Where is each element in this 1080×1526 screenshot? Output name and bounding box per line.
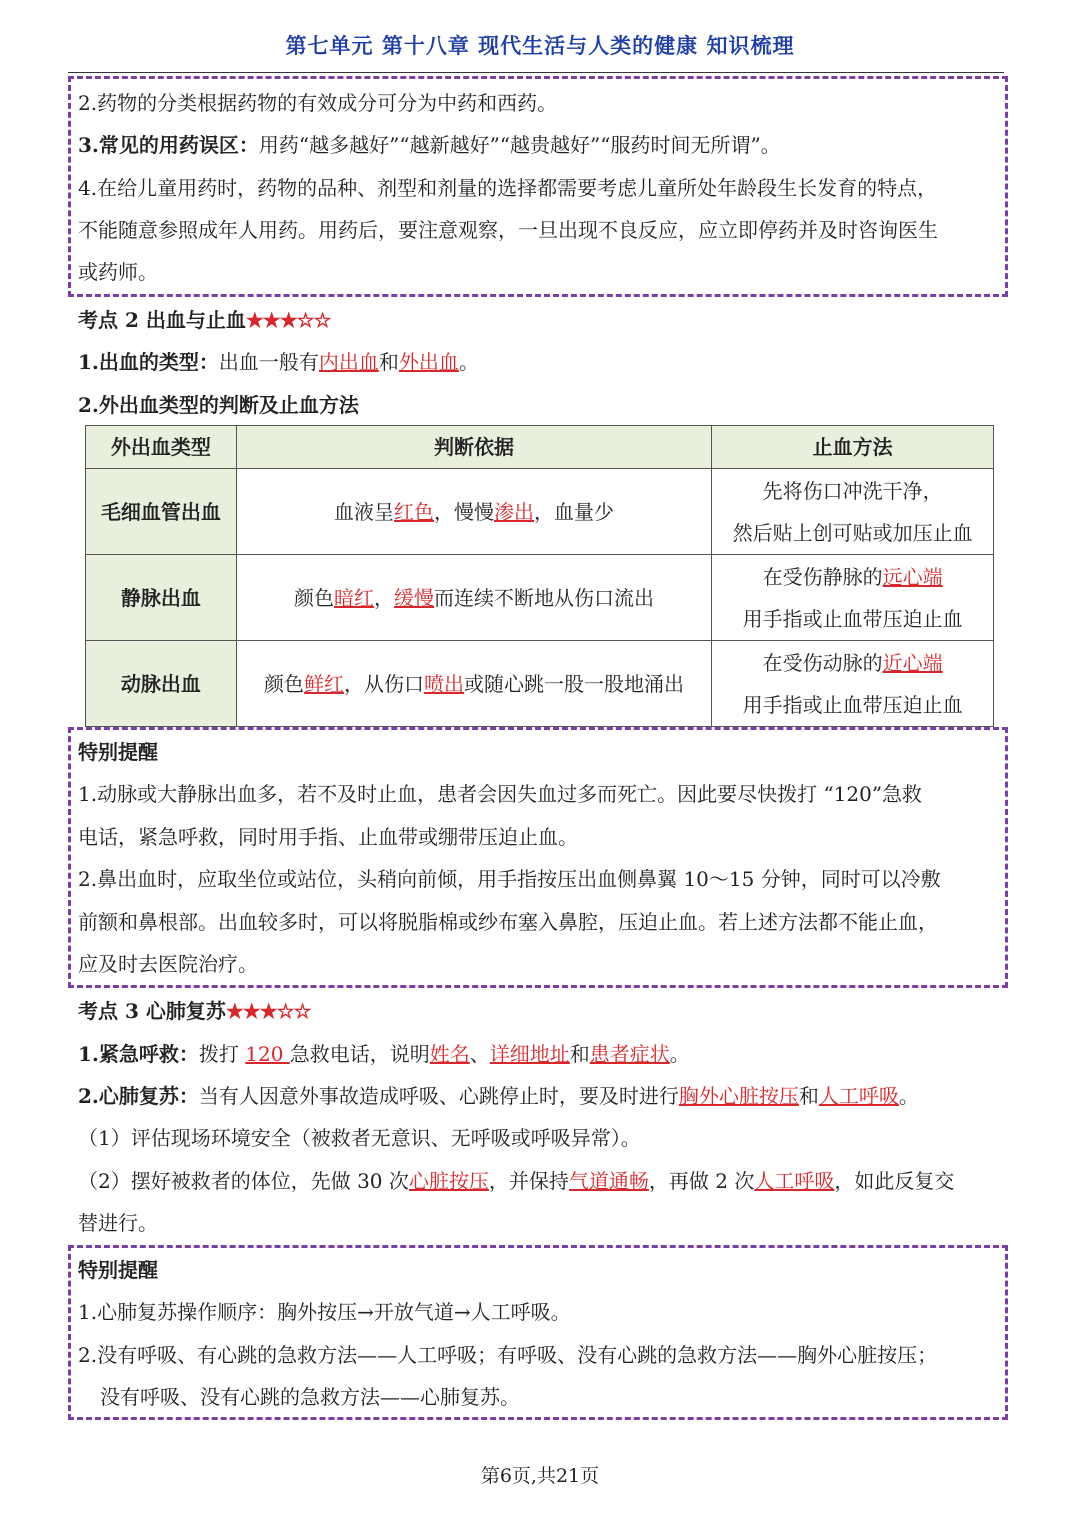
kp3-s4-d: ，如此反复交 [834,1169,955,1193]
basis-key: 暗红 [334,585,375,610]
table-header-basis: 判断依据 [236,426,711,469]
kp2-title-text: 考点 2 出血与止血 [78,308,246,332]
basis-key: 红色 [394,499,435,524]
page-number: 第6页,共21页 [480,1465,600,1487]
method-key: 近心端 [882,650,943,675]
kp3-s1-d: 和 [569,1042,590,1066]
kp2-stars: ★★★☆☆ [245,308,331,332]
basis-text: ，慢慢 [434,499,495,524]
kp3-line-4 [78,1169,954,1193]
basis-key: 缓慢 [394,585,435,610]
kp3-line-3: （1）评估现场环境安全（被救者无意识、无呼吸或呼吸异常）。 [78,1126,641,1150]
header-divider [68,72,1004,73]
misuse-heading: 3.常见的用药误区： [78,133,259,157]
reminder2-line-3: 没有呼吸、没有心跳的急救方法——心肺复苏。 [100,1385,520,1409]
kp3-s2-heading: 2.心肺复苏： [78,1084,199,1108]
method-cell [712,555,994,641]
box1-line-4: 不能随意参照成年人用药。用药后，要注意观察，一旦出现不良反应，应立即停药并及时咨询医生 [78,218,938,242]
basis-text: 血液呈 [334,499,395,524]
reminder1-line-4: 前额和鼻根部。出血较多时，可以将脱脂棉或纱布塞入鼻腔，压迫止血。若上述方法都不能止血， [78,910,938,934]
kp3-s1-number: 120 [245,1042,290,1066]
type-cell: 毛细血管出血 [86,469,237,555]
table-header-type: 外出血类型 [86,426,237,469]
kp3-s4-a: （2）摆好被救者的体位，先做 30 次 [78,1169,409,1193]
method-line [712,642,993,684]
kp3-s1-address: 详细地址 [489,1042,570,1066]
kp3-s4-airway: 气道通畅 [568,1169,649,1193]
basis-key: 喷出 [424,671,465,696]
kp3-s4-compress: 心脏按压 [408,1169,489,1193]
kp2-s1-internal: 内出血 [318,350,379,374]
basis-key: 鲜红 [304,671,345,696]
kp3-s4-c: ，再做 2 次 [648,1169,755,1193]
box1-line-3: 4.在给儿童用药时，药物的品种、剂型和剂量的选择都需要考虑儿童所处年龄段生长发育的特点， [78,176,938,200]
kp3-stars: ★★★☆☆ [225,999,311,1023]
method-cell [712,469,994,555]
kp2-line-2: 2.外出血类型的判断及止血方法 [78,393,359,417]
kp3-s2-compression: 胸外心脏按压 [678,1084,799,1108]
basis-cell [236,555,711,641]
basis-cell [236,641,711,727]
kp3-s1-c: 、 [469,1042,490,1066]
basis-text: ，血量少 [534,499,615,524]
table-row [86,469,994,555]
method-cell [712,641,994,727]
page-header-title: 第七单元 第十八章 现代生活与人类的健康 知识梳理 [285,33,795,58]
basis-text: 或随心跳一股一股地涌出 [464,671,685,696]
reminder1-line-1: 1.动脉或大静脉出血多，若不及时止血，患者会因失血过多而死亡。因此要尽快拨打 “120”急救 [78,782,923,806]
kp3-s2-c: 。 [898,1084,919,1108]
kp3-line-5: 替进行。 [78,1211,158,1235]
reminder1-line-5: 应及时去医院治疗。 [78,952,258,976]
method-text: 在受伤动脉的 [762,650,883,675]
kp3-s1-a: 拨打 [198,1042,246,1066]
kp3-s1-heading: 1.紧急呼救： [78,1042,199,1066]
kp3-s1-b: 急救电话，说明 [289,1042,430,1066]
kp3-s1-symptoms: 患者症状 [589,1042,670,1066]
box1-line-2 [78,133,781,157]
kp2-s1-heading: 1.出血的类型： [78,350,219,374]
table-row [86,555,994,641]
basis-text: 颜色 [294,585,335,610]
method-line: 用手指或止血带压迫止血 [742,606,963,631]
kp3-line-2 [78,1084,919,1108]
kp3-title-text: 考点 3 心肺复苏 [78,999,226,1023]
method-line: 先将伤口冲洗干净， [762,478,943,503]
basis-cell [236,469,711,555]
reminder2-line-2: 2.没有呼吸、有心跳的急救方法——人工呼吸；有呼吸、没有心跳的急救方法——胸外心脏按压； [78,1343,938,1367]
basis-key: 渗出 [494,499,535,524]
kp3-s4-b: ，并保持 [488,1169,569,1193]
kp2-s1-external: 外出血 [398,350,459,374]
kp2-line-1 [78,350,479,374]
kp3-line-1 [78,1042,690,1066]
basis-text: 颜色 [264,671,305,696]
reminder1-line-3: 2.鼻出血时，应取坐位或站位，头稍向前倾，用手指按压出血侧鼻翼 10～15 分钟，同时可以冷敷 [78,867,941,891]
kp3-s4-breath: 人工呼吸 [754,1169,835,1193]
reminder1-title: 特别提醒 [78,740,158,764]
bleeding-table [85,425,994,727]
kp3-s2-a: 当有人因意外事故造成呼吸、心跳停止时，要及时进行 [198,1084,679,1108]
kp3-s2-b: 和 [798,1084,819,1108]
kp2-title [78,308,331,332]
reminder1-line-2: 电话，紧急呼救，同时用手指、止血带或绷带压迫止血。 [78,825,578,849]
kp2-s1-b: 和 [378,350,399,374]
table-header-method: 止血方法 [712,426,994,469]
kp3-s1-e: 。 [669,1042,690,1066]
box1-line-1: 2.药物的分类根据药物的有效成分可分为中药和西药。 [78,91,558,115]
method-line: 然后贴上创可贴或加压止血 [732,520,973,545]
table-row [86,641,994,727]
kp3-s1-name: 姓名 [429,1042,470,1066]
misuse-text: 用药“越多越好”“越新越好”“越贵越好”“服药时间无所谓”。 [258,133,781,157]
reminder-box-1 [68,727,1008,988]
kp3-title [78,999,311,1023]
method-key: 远心端 [882,564,943,589]
basis-text: ，从伤口 [344,671,425,696]
reminder2-line-1: 1.心肺复苏操作顺序：胸外按压→开放气道→人工呼吸。 [78,1300,571,1324]
method-line: 用手指或止血带压迫止血 [742,692,963,717]
method-text: 在受伤静脉的 [762,564,883,589]
kp2-s1-a: 出血一般有 [218,350,319,374]
type-cell: 动脉出血 [86,641,237,727]
method-line [712,556,993,598]
table-header-row [86,426,994,469]
kp2-s1-c: 。 [458,350,479,374]
box1-line-5: 或药师。 [78,260,158,284]
basis-text: 而连续不断地从伤口流出 [434,585,655,610]
kp3-s2-breathing: 人工呼吸 [818,1084,899,1108]
basis-text: ， [374,585,395,610]
type-cell: 静脉出血 [86,555,237,641]
reminder2-title: 特别提醒 [78,1258,158,1282]
